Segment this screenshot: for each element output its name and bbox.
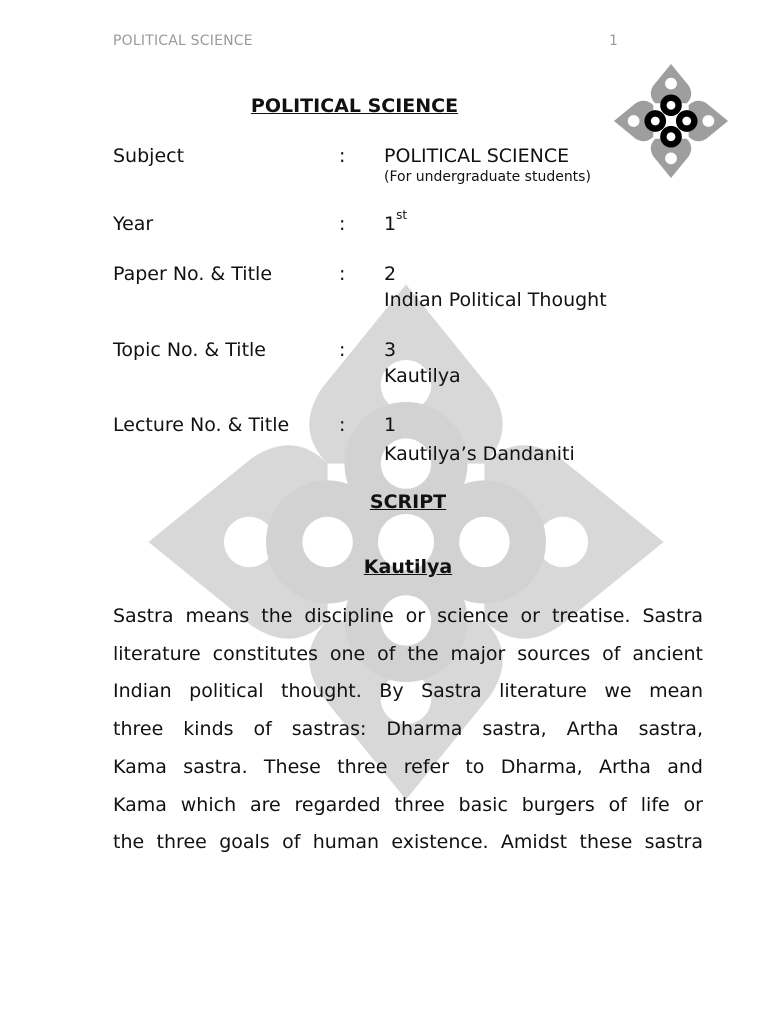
section-heading: Kautilya — [363, 556, 453, 578]
meta-colon: : — [339, 145, 346, 167]
meta-colon: : — [339, 263, 346, 285]
meta-label: Paper No. & Title — [113, 263, 273, 285]
year-ordinal-suffix: st — [396, 207, 408, 222]
topic-number: 3 — [384, 339, 397, 361]
script-heading: SCRIPT — [369, 491, 447, 513]
body-line: Kama which are regarded three basic burgers of life or — [113, 793, 703, 816]
topic-title: Kautilya — [384, 365, 461, 387]
meta-label: Topic No. & Title — [113, 339, 266, 361]
meta-colon: : — [339, 213, 346, 235]
lecture-number: 1 — [384, 414, 397, 436]
meta-value — [384, 143, 591, 185]
paper-number: 2 — [384, 263, 397, 285]
paper-title: Indian Political Thought — [384, 289, 607, 311]
subject-subtext: (For undergraduate students) — [384, 169, 591, 185]
body-line: literature constitutes one of the major sources of ancient — [113, 642, 703, 665]
meta-colon: : — [339, 339, 346, 361]
body-paragraph — [113, 598, 703, 862]
body-line: the three goals of human existence. Amidst these sastra — [113, 831, 703, 854]
meta-value — [384, 207, 408, 237]
body-line: Kama sastra. These three refer to Dharma, Artha and — [113, 755, 703, 778]
meta-value — [384, 261, 607, 313]
meta-label: Subject — [113, 145, 185, 167]
meta-value — [384, 337, 461, 389]
meta-colon: : — [339, 414, 346, 436]
running-header-title: POLITICAL SCIENCE — [113, 33, 253, 49]
year-value: 1 — [384, 213, 397, 235]
emblem-logo-icon — [612, 62, 730, 180]
body-line: three kinds of sastras: Dharma sastra, Artha sastra, — [113, 718, 703, 741]
subject-value: POLITICAL SCIENCE — [384, 145, 570, 167]
meta-value — [384, 412, 575, 467]
lecture-title: Kautilya’s Dandaniti — [384, 443, 575, 465]
body-line: Indian political thought. By Sastra literature we mean — [113, 680, 703, 703]
body-line: Sastra means the discipline or science or treatise. Sastra — [113, 605, 703, 627]
document-title: POLITICAL SCIENCE — [250, 95, 459, 117]
meta-label: Lecture No. & Title — [113, 414, 290, 436]
meta-label: Year — [113, 213, 154, 235]
page-number: 1 — [609, 33, 618, 49]
